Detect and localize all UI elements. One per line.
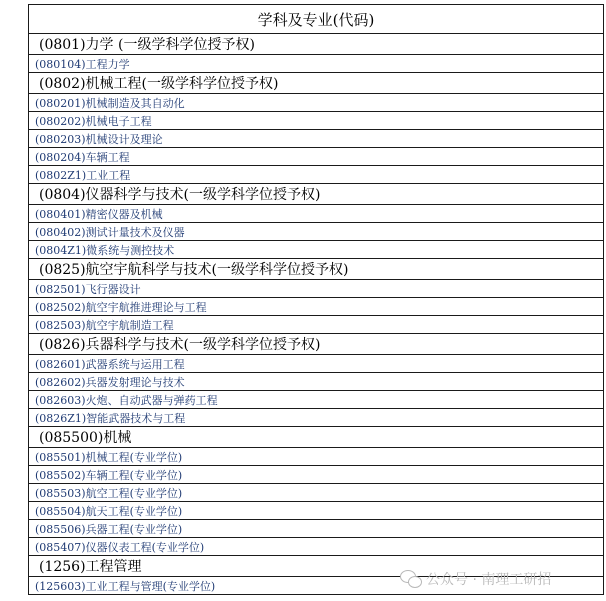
specialty-item: (085503)航空工程(专业学位) — [29, 484, 604, 502]
table-header-row — [29, 5, 604, 34]
category-row — [29, 259, 604, 280]
discipline-category: (1256)工程管理 — [29, 556, 604, 577]
discipline-category: (0826)兵器科学与技术(一级学科学位授予权) — [29, 334, 604, 355]
specialty-item: (080201)机械制造及其自动化 — [29, 94, 604, 112]
specialty-item: (0804Z1)微系统与测控技术 — [29, 241, 604, 259]
specialty-item: (080202)机械电子工程 — [29, 112, 604, 130]
table-row — [29, 520, 604, 538]
category-row — [29, 427, 604, 448]
table-row — [29, 94, 604, 112]
table-row — [29, 466, 604, 484]
specialty-item: (082603)火炮、自动武器与弹药工程 — [29, 391, 604, 409]
discipline-table — [28, 4, 604, 595]
table-row — [29, 502, 604, 520]
category-row — [29, 184, 604, 205]
table-row — [29, 148, 604, 166]
table-header: 学科及专业(代码) — [29, 5, 604, 34]
category-row — [29, 34, 604, 55]
specialty-item: (0826Z1)智能武器技术与工程 — [29, 409, 604, 427]
table-row — [29, 241, 604, 259]
table-row — [29, 391, 604, 409]
specialty-item: (080104)工程力学 — [29, 55, 604, 73]
table-row — [29, 205, 604, 223]
watermark — [400, 568, 600, 590]
discipline-category: (0801)力学 (一级学科学位授予权) — [29, 34, 604, 55]
specialty-item: (085407)仪器仪表工程(专业学位) — [29, 538, 604, 556]
discipline-category: (0825)航空宇航科学与技术(一级学科学位授予权) — [29, 259, 604, 280]
table-row — [29, 538, 604, 556]
specialty-item: (082501)飞行器设计 — [29, 280, 604, 298]
table-row — [29, 373, 604, 391]
table-row — [29, 298, 604, 316]
specialty-item: (0802Z1)工业工程 — [29, 166, 604, 184]
category-row — [29, 334, 604, 355]
specialty-item: (082502)航空宇航推进理论与工程 — [29, 298, 604, 316]
table-row — [29, 448, 604, 466]
table-row — [29, 130, 604, 148]
table-row — [29, 55, 604, 73]
table-row — [29, 355, 604, 373]
specialty-item: (085506)兵器工程(专业学位) — [29, 520, 604, 538]
specialty-item: (085502)车辆工程(专业学位) — [29, 466, 604, 484]
specialty-item: (080203)机械设计及理论 — [29, 130, 604, 148]
watermark-text: 公众号 · 南理工研招 — [426, 572, 552, 588]
table-row — [29, 280, 604, 298]
specialty-item: (082602)兵器发射理论与技术 — [29, 373, 604, 391]
specialty-item: (082601)武器系统与运用工程 — [29, 355, 604, 373]
specialty-item: (080402)测试计量技术及仪器 — [29, 223, 604, 241]
specialty-item: (080401)精密仪器及机械 — [29, 205, 604, 223]
discipline-category: (085500)机械 — [29, 427, 604, 448]
discipline-category: (0804)仪器科学与技术(一级学科学位授予权) — [29, 184, 604, 205]
table-row — [29, 223, 604, 241]
table-row — [29, 484, 604, 502]
table-row — [29, 316, 604, 334]
category-row — [29, 73, 604, 94]
specialty-item: (085504)航天工程(专业学位) — [29, 502, 604, 520]
wechat-icon — [400, 570, 422, 588]
table-row — [29, 112, 604, 130]
specialty-item: (125603)工业工程与管理(专业学位) — [29, 577, 604, 595]
specialty-item: (082503)航空宇航制造工程 — [29, 316, 604, 334]
table-row — [29, 166, 604, 184]
table-row — [29, 409, 604, 427]
specialty-item: (080204)车辆工程 — [29, 148, 604, 166]
discipline-category: (0802)机械工程(一级学科学位授予权) — [29, 73, 604, 94]
specialty-item: (085501)机械工程(专业学位) — [29, 448, 604, 466]
